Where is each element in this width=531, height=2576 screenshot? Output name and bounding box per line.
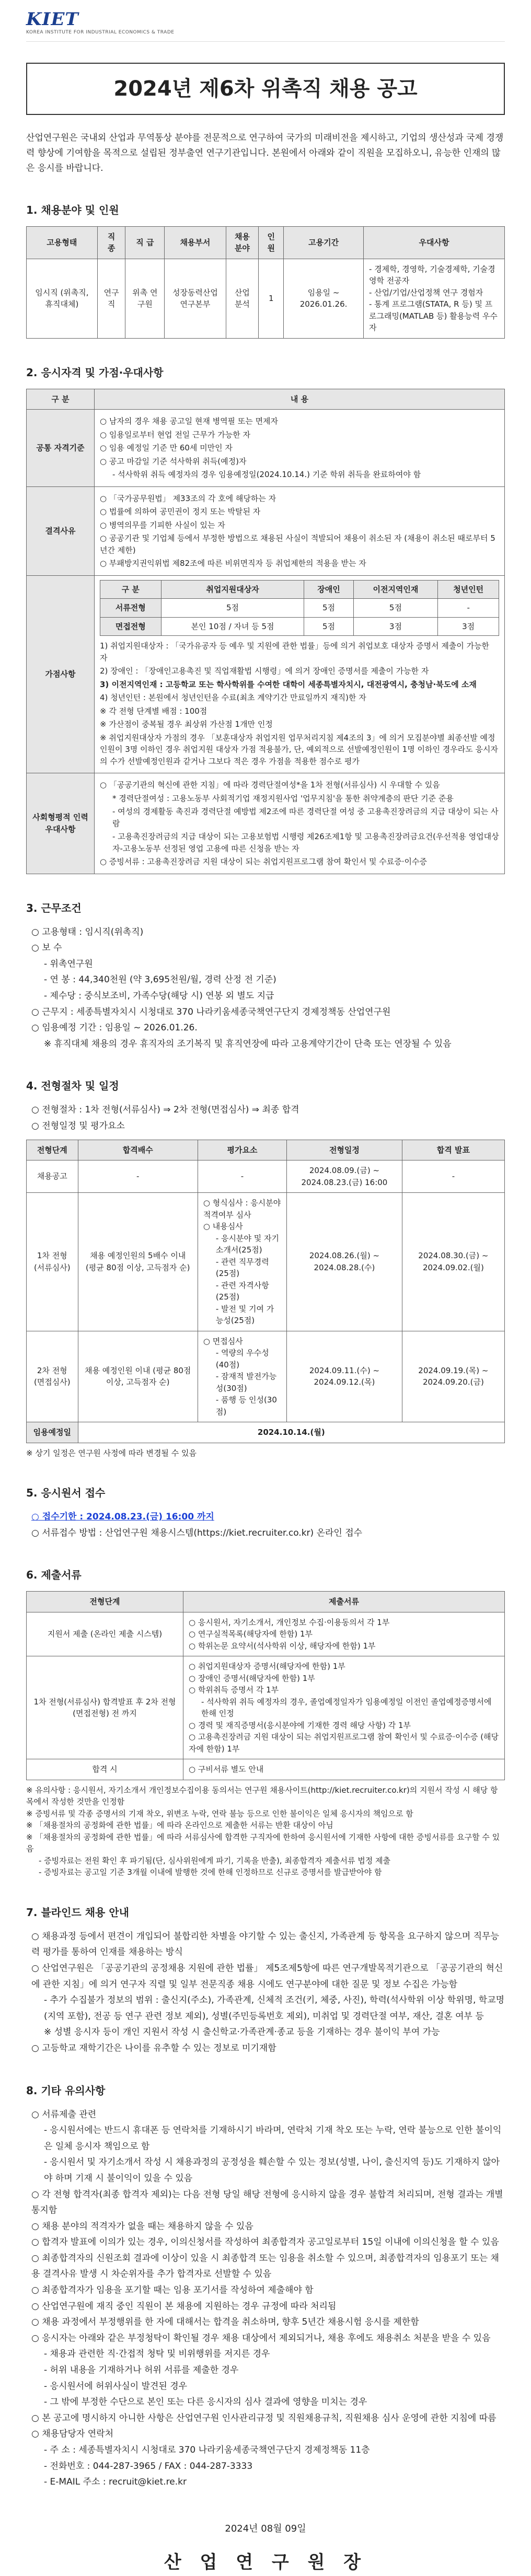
intro-text: 산업연구원은 국내외 산업과 무역통상 분야를 전문적으로 연구하여 국가의 미래비전을 제시하고, 기업의 생산성과 국제 경쟁력 향상에 기여함을 목적으로 설립된 정부출연 연구기관입니다. 본원에서 아래와 같이 직원을 모집하오니, 유능한 인재의 많은 응시를 바랍니다. [26, 133, 504, 173]
table-row [27, 1422, 505, 1443]
line: ○ 본 공고에 명시하지 아니한 사항은 산업연구원 인사관리규정 및 직원채용규칙, 직원채용 심사 운영에 관한 지침에 따름 [31, 2412, 497, 2423]
qualification-table [26, 389, 505, 874]
section-3-heading: 3. 근무조건 [26, 901, 82, 914]
list-item: ※ 취업지원대상자 가점의 경우 「보훈대상자 취업지원 업무처리지침 제4조의 3」에 의거 모집분야별 최종선발 예정인원이 3명 이하인 경우 취업지원 대상자 가점 적용불가, 단, 예외적으로 선발예정인원이 1명 이하인 경우라도 응시자의 수가 선발예정인원과 같거나 그보다 적은 경우 가점을 적용한 점수로 평가 [100, 733, 498, 766]
line: - 증빙자료는 전원 확인 후 파기됨(단, 심사위원에게 파기, 기록을 반출), 최종합격자 제출서류 법정 제출 [39, 1855, 391, 1865]
cell: 5점 [304, 617, 353, 636]
disqualifications [95, 486, 505, 575]
table-row [27, 486, 505, 575]
pref-line: - 통계 프로그램(STATA, R 등) 및 프로그래밍(MATLAB 등) 활용능력 우수자 [369, 299, 498, 333]
list-item: - 석사학위 취득 예정자의 경우 임용예정일(2024.10.14.) 기준 학위 취득을 완료하여야 함 [112, 470, 421, 480]
line: - 잠재적 발전가능성(30점) [215, 1372, 277, 1393]
list-item: ○ 공고 마감일 기준 석사학위 취득(예정)자 [100, 456, 247, 466]
notes [31, 2107, 505, 2490]
line: - 응시원서에 허위사실이 발견된 경우 [44, 2381, 188, 2392]
cell-prefs [364, 259, 505, 338]
table-row [100, 617, 499, 636]
line: - 관련 자격사항(25점) [215, 1280, 269, 1302]
table-row [27, 410, 505, 487]
cell: - [402, 1161, 504, 1193]
announcement-date: 2024년 08월 09일 [225, 2523, 306, 2534]
documents-table [26, 1591, 505, 1780]
line: - 역량의 우수성(40점) [215, 1348, 269, 1370]
line: ※ 「채용절차의 공정화에 관한 법률」에 따라 서류심사에 합격한 구직자에 한하여 응시원서에 기재한 사항에 대한 증빙서류를 요구할 수 있음 [26, 1832, 500, 1854]
line: ○ 채용 과정에서 부정행위를 한 자에 대해서는 합격을 취소하며, 향후 5년간 채용시험 응시를 제한함 [31, 2317, 419, 2328]
cell: 5점 [353, 599, 438, 618]
line: ○ 내용심사 [203, 1222, 243, 1232]
line: ○ 전형일정 및 평가요소 [31, 1121, 125, 1132]
col-header: 전형단계 [27, 1140, 78, 1161]
section-2-heading: 2. 응시자격 및 가점·우대사항 [26, 366, 164, 379]
table-row [27, 1759, 505, 1780]
bonus-table [100, 580, 499, 636]
col-header: 구 분 [100, 580, 161, 599]
header [26, 0, 505, 42]
col-header: 이전지역인재 [353, 580, 438, 599]
col-header: 채용부서 [165, 226, 226, 259]
cell-job: 연구직 [97, 259, 125, 338]
list-item: ※ 각 전형 단계별 배점 : 100점 [100, 706, 207, 716]
section-1-heading: 1. 채용분야 및 인원 [26, 203, 119, 216]
line: ○ 전형절차 : 1차 전형(서류심사) ⇒ 2차 전형(면접심사) ⇒ 최종 합격 [31, 1105, 299, 1116]
line: - 응시원서에는 반드시 휴대폰 등 연락처를 기재하시기 바라며, 연락처 기재 착오 또는 누락, 연락 불능으로 인한 불이익은 일체 응시자 책임으로 함 [44, 2125, 502, 2152]
line: ○ 응시원서, 자기소개서, 개인정보 수집·이용동의서 각 1부 [189, 1617, 390, 1627]
line: ○ 고용촉진장려금 지원 대상이 되는 취업지원프로그램 참여 확인서 및 수료증·이수증 (해당자에 한함) 1부 [189, 1732, 499, 1754]
cell-field: 산업분석 [226, 259, 259, 338]
col-header: 고용기간 [284, 226, 364, 259]
col-header: 전형단계 [27, 1592, 183, 1612]
line: - 응시분야 및 자기소개서(25점) [215, 1233, 280, 1255]
line: - 품행 등 인성(30점) [215, 1395, 277, 1417]
list-item: * 경력단절여성 : 고용노동부 사회적기업 재정지원사업 '업무지침'을 통한 취약계층의 판단 기준 준용 [112, 793, 454, 803]
line: - 관련 직무경력(25점) [215, 1257, 269, 1279]
list-item: - 여성의 경제활동 촉진과 경력단절 예방법 제2조에 따른 경력단절 여성 중 고용촉진장려금의 지급 대상이 되는 사람 [112, 807, 499, 828]
document-notes [26, 1784, 505, 1878]
list-item: ○ 병역의무를 기피한 사실이 있는 자 [100, 520, 225, 530]
row-label: 공통 자격기준 [27, 410, 95, 487]
pref-line: - 경제학, 경영학, 기술경제학, 기술경영학 전공자 [369, 264, 495, 286]
cell: 3점 [353, 617, 438, 636]
issuer-signature: 산 업 연 구 원 장 [164, 2551, 367, 2573]
bonus-points [95, 575, 505, 773]
line: - 응시원서 및 자기소개서 작성 시 채용과정의 공정성을 훼손할 수 있는 정보(성별, 나이, 출신지역 등)도 기재하지 않아야 하며 기재 시 불이익이 있을 수 있음 [44, 2157, 500, 2184]
list-item: 4) 청년인턴 : 본원에서 청년인턴을 수료(최초 계약기간 만료일까지 재직)한 자 [100, 693, 366, 703]
cell: 2024.08.09.(금) ~ 2024.08.23.(금) 16:00 [287, 1161, 402, 1193]
table-row [27, 773, 505, 874]
list-item: ○ 부패방지권익위법 제82조에 따른 비위면직자 등 취업제한의 적용을 받는 자 [100, 559, 366, 568]
col-header: 전형일정 [287, 1140, 402, 1161]
page-title: 2024년 제6차 위촉직 채용 공고 [26, 63, 505, 115]
line: ○ 산업연구원에 재직 중인 직원이 본 채용에 지원하는 경우 규정에 따라 처리됨 [31, 2301, 337, 2312]
table-row [27, 575, 505, 773]
line: ○ 최종합격자의 신원조회 결과에 이상이 있을 시 최종합격 또는 임용을 취소할 수 있으며, 최종합격자의 임용포기 또는 채용 결격사유 발생 시 차순위자를 추가 합격자로 선발할 수 있음 [31, 2253, 499, 2280]
line: ○ 면접심사 [203, 1336, 243, 1346]
schedule-table [26, 1140, 505, 1443]
line: ※ 휴직대체 채용의 경우 휴직자의 조기복직 및 휴직연장에 따라 고용계약기간이 단축 또는 연장될 수 있음 [44, 1038, 452, 1049]
col-header: 취업지원대상자 [161, 580, 304, 599]
list-item: ○ 「국가공무원법」 제33조의 각 호에 해당하는 자 [100, 493, 276, 503]
list-item: - 고용촉진장려금의 지급 대상이 되는 고용보험법 시행령 제26조제1항 및 고용촉진장려금요건(우선적용 영업대상자-고용노동부 선정된 영업 고용에 따른 신청을 받는 자 [112, 832, 499, 853]
cell: 2024.09.19.(목) ~ 2024.09.20.(금) [402, 1331, 504, 1422]
line: ※ 「채용절차의 공정화에 관한 법률」에 따라 온라인으로 제출한 서류는 반환 대상이 아님 [26, 1820, 333, 1830]
line: - 제수당 : 중식보조비, 가족수당(해당 시) 연봉 외 별도 지급 [44, 991, 274, 1002]
list-item: ○ 남자의 경우 채용 공고일 현재 병역필 또는 면제자 [100, 416, 279, 426]
row-label: 서류전형 [100, 599, 161, 618]
cell: - [198, 1161, 286, 1193]
list-item: ○ 임용일로부터 현업 전일 근무가 가능한 자 [100, 430, 251, 439]
line: ○ 서류제출 관련 [31, 2109, 97, 2120]
deadline: ○ 접수기한 : 2024.08.23.(금) 16:00 까지 [31, 1512, 214, 1523]
cell: 2024.09.11.(수) ~ 2024.09.12.(목) [287, 1331, 402, 1422]
cell-period: 임용일 ~ 2026.01.26. [284, 259, 364, 338]
row-label: 사회형평적 인력 우대사항 [27, 773, 95, 874]
cell: 합격 시 [27, 1759, 183, 1780]
line: ○ 경력 및 재직증명서(응시분야에 기재한 경력 해당 사항) 각 1부 [189, 1720, 411, 1730]
logo-mark: KIET [26, 9, 79, 30]
table-row [27, 1193, 505, 1331]
section-6-heading: 6. 제출서류 [26, 1569, 82, 1582]
start-date: 2024.10.14.(월) [78, 1422, 504, 1443]
row-label: 결격사유 [27, 486, 95, 575]
cell: 1차 전형(서류심사) 합격발표 후 2차 전형(면접전형) 전 까지 [27, 1656, 183, 1759]
col-header: 고용형태 [27, 226, 98, 259]
line: - 전화번호 : 044-287-3965 / FAX : 044-287-3333 [44, 2461, 253, 2471]
cell: ○ 구비서류 별도 안내 [183, 1759, 505, 1780]
list-item: ○ 공공기관 및 기업체 등에서 부정한 방법으로 채용된 사실이 적발되어 채용이 취소된 자 (채용이 취소된 때로부터 5년간 제한) [100, 533, 495, 555]
line: - 연 봉 : 44,340천원 (약 3,695천원/월, 경력 산정 전 기준) [44, 974, 276, 985]
cell: 본인 10점 / 자녀 등 5점 [161, 617, 304, 636]
cell: 5점 [161, 599, 304, 618]
list-item: 1) 취업지원대상자 : 「국가유공자 등 예우 및 지원에 관한 법률」등에 의거 취업보호 대상자 증명서 제출이 가능한 자 [100, 641, 490, 663]
col-header: 직 급 [125, 226, 165, 259]
application [31, 1509, 505, 1541]
col-header: 직 종 [97, 226, 125, 259]
line: ※ 성별 응시자 등이 개인 지원서 작성 시 출신학교·가족관계·종교 등을 기재하는 경우 불이익 부여 가능 [44, 2027, 440, 2038]
line: ○ 근무지 : 세종특별자치시 시청대로 370 나라키움세종국책연구단지 경제정책동 산업연구원 [31, 1006, 391, 1017]
cell: 2024.08.30.(금) ~ 2024.09.02.(월) [402, 1193, 504, 1331]
cell: - [78, 1161, 198, 1193]
submission-method[interactable]: ○ 서류접수 방법 : 산업연구원 채용시스템(https://kiet.recruiter.co.kr) 온라인 접수 [31, 1527, 363, 1538]
list-item: ※ 가산점이 중복될 경우 최상위 가산점 1개만 인정 [100, 720, 273, 729]
section-4-heading: 4. 전형절차 및 일정 [26, 1080, 119, 1093]
line: ※ 유의사항 : 응시원서, 자기소개서 개인정보수집이용 동의서는 연구원 채용사이트(http://kiet.recruiter.co.kr)의 지원서 작성 시 해당 항목에서 작성한 것만을 인정함 [26, 1785, 498, 1807]
cell [198, 1331, 286, 1422]
line: - 증빙자료는 공고일 기준 3개월 이내에 발행한 것에 한해 인정하므로 신규로 증명서를 발급받아야 함 [39, 1867, 382, 1877]
list-item: ○ 법률에 의하여 공민권이 정지 또는 박탈된 자 [100, 507, 261, 517]
table-row [27, 1161, 505, 1193]
col-header: 제출서류 [183, 1592, 505, 1612]
line: - 추가 수집불가 정보의 범위 : 출신지(주소), 가족관계, 신체적 조건(키, 체중, 사진), 학력(석사학위 이상 학위명, 학교명(지역 포함), 전공 등 연구 관련 정보 제외), 성별(주민등록번호 제외), 미취업 및 경력단절 여부, 재산, 결혼 여부 등 [44, 1995, 505, 2022]
table-row [27, 1331, 505, 1422]
common-criteria [95, 410, 505, 487]
line: ○ 장애인 증명서(해당자에 한함) 1부 [189, 1673, 315, 1683]
line: - 위촉연구원 [44, 958, 93, 969]
table-row [100, 599, 499, 618]
cell: 채용공고 [27, 1161, 78, 1193]
section-7-heading: 7. 블라인드 채용 안내 [26, 1906, 129, 1919]
list-item: ○ 임용 예정일 기준 만 60세 미만인 자 [100, 443, 233, 453]
section-8-heading: 8. 기타 유의사항 [26, 2084, 106, 2097]
line: - 석사학위 취득 예정자의 경우, 졸업예정일자가 임용예정일 이전인 졸업예정증명서에 한해 인정 [201, 1697, 492, 1719]
cell: 채용 예정인원 이내 (평균 80점 이상, 고득점자 순) [78, 1331, 198, 1422]
cell: 지원서 제출 (온라인 제출 시스템) [27, 1612, 183, 1656]
contact-email[interactable]: - E-MAIL 주소 : recruit@kiet.re.kr [44, 2477, 187, 2488]
cell [183, 1656, 505, 1759]
cell: 5점 [304, 599, 353, 618]
row-label: 가점사항 [27, 575, 95, 773]
line: - 그 밖에 부정한 수단으로 본인 또는 다른 응시자의 심사 결과에 영향을 미치는 경우 [44, 2397, 367, 2408]
cell-dept: 성장동력산업연구본부 [165, 259, 226, 338]
line: ○ 최종합격자가 임용을 포기할 때는 임용 포기서를 작성하여 제출해야 함 [31, 2285, 314, 2296]
col-header: 장애인 [304, 580, 353, 599]
list-item: 3) 이전지역인재 : 고등학교 또는 학사학위를 수여한 대학이 세종특별자치시, 대전광역시, 충청남·북도에 소재 [100, 679, 477, 689]
line: ○ 보 수 [31, 943, 62, 954]
col-header: 합격배수 [78, 1140, 198, 1161]
col-header: 인 원 [259, 226, 284, 259]
social-preferences [95, 773, 505, 874]
col-header: 채용분야 [226, 226, 259, 259]
logo-subtitle: KOREA INSTITUTE FOR INDUSTRIAL ECONOMICS & TRADE [26, 30, 175, 35]
list-item: ○ 증빙서류 : 고용촉진장려금 지원 대상이 되는 취업지원프로그램 참여 확인서 및 수료증·이수증 [100, 857, 427, 867]
table-row [27, 1612, 505, 1656]
section-5-heading: 5. 응시원서 접수 [26, 1487, 106, 1500]
line: ○ 고등학교 재학기간은 나이를 유추할 수 있는 정보로 미기재함 [31, 2043, 276, 2053]
cell-grade: 위촉 연구원 [125, 259, 165, 338]
line: ※ 증빙서류 및 각종 증명서의 기재 착오, 위변조 누락, 연락 불능 등으로 인한 불이익은 일체 응시자의 책임으로 함 [26, 1808, 413, 1818]
col-header: 우대사항 [364, 226, 505, 259]
line: ○ 학위논문 요약서(석사학위 이상, 해당자에 한함) 1부 [189, 1641, 376, 1651]
cell: 1차 전형 (서류심사) [27, 1193, 78, 1331]
line: ○ 임용예정 기간 : 임용일 ~ 2026.01.26. [31, 1023, 198, 1034]
schedule-note: ※ 상기 일정은 연구원 사정에 따라 변경될 수 있음 [26, 1448, 197, 1458]
cell: - [438, 599, 499, 618]
line: ○ 연구실적목록(해당자에 한함) 1부 [189, 1629, 313, 1639]
line: - 채용과 관련한 직·간접적 청탁 및 비위행위를 저지른 경우 [44, 2349, 270, 2360]
line: - 주 소 : 세종특별자치시 시청대로 370 나라키움세종국책연구단지 경제정책동 11층 [44, 2445, 370, 2456]
line: ○ 채용담당자 연락처 [31, 2429, 114, 2440]
line: ○ 각 전형 합격자(최종 합격자 제외)는 다음 전형 당일 해당 전형에 응시하지 않을 경우 불합격 처리되며, 전형 결과는 개별 통지함 [31, 2189, 503, 2216]
line: ○ 고용형태 : 임시직(위촉직) [31, 926, 144, 937]
line: ○ 학위취득 증명서 각 1부 [189, 1685, 279, 1695]
row-label: 임용예정일 [27, 1422, 78, 1443]
cell: 2024.08.26.(월) ~ 2024.08.28.(수) [287, 1193, 402, 1331]
recruit-table [26, 226, 505, 339]
col-header: 평가요소 [198, 1140, 286, 1161]
line: ○ 형식심사 : 응시분야 적격여부 심사 [203, 1198, 281, 1220]
table-row [27, 259, 505, 338]
cell: 2차 전형 (면접심사) [27, 1331, 78, 1422]
cell [198, 1193, 286, 1331]
col-header: 내 용 [95, 389, 505, 410]
work-conditions [31, 924, 505, 1052]
list-item: 2) 장애인 : 「장애인고용촉진 및 직업재활법 시행령」에 의거 장애인 증명서를 제출이 가능한 자 [100, 666, 429, 676]
col-header: 합격 발표 [402, 1140, 504, 1161]
cell [183, 1612, 505, 1656]
table-row [27, 1656, 505, 1759]
pref-line: - 산업/기업/산업정책 연구 경험자 [369, 287, 483, 297]
row-label: 면접전형 [100, 617, 161, 636]
line: ○ 채용 분야의 적격자가 없을 때는 채용하지 않을 수 있음 [31, 2221, 253, 2232]
col-header: 구 분 [27, 389, 95, 410]
line: - 허위 내용을 기재하거나 허위 서류를 제출한 경우 [44, 2365, 239, 2376]
line: ○ 채용과정 등에서 편견이 개입되어 불합리한 차별을 야기할 수 있는 출신지, 가족관계 등 항목을 요구하지 않으며 직무능력 평가를 통하여 인재를 채용하는 방식 [31, 1931, 499, 1958]
line: - 발전 및 기여 가능성(25점) [215, 1304, 274, 1326]
line: ○ 응시자는 아래와 같은 부정청탁이 확인될 경우 채용 대상에서 제외되거나, 채용 후에도 채용취소 처분을 받을 수 있음 [31, 2333, 491, 2343]
list-item: ○ 「공공기관의 혁신에 관한 지침」에 따라 경력단절여성*을 1차 전형(서류심사) 시 우대할 수 있음 [100, 780, 440, 790]
line: ○ 취업지원대상자 증명서(해당자에 한함) 1부 [189, 1662, 345, 1672]
cell: 채용 예정인원의 5배수 이내 (평균 80점 이상, 고득점자 순) [78, 1193, 198, 1331]
cell-type: 임시직 (위촉직, 휴직대체) [27, 259, 98, 338]
cell: 3점 [438, 617, 499, 636]
line: ○ 합격자 발표에 이의가 있는 경우, 이의신청서를 작성하여 최종합격자 공고일로부터 15일 이내에 이의신청을 할 수 있음 [31, 2237, 499, 2248]
col-header: 청년인턴 [438, 580, 499, 599]
process-intro [31, 1102, 505, 1134]
cell-count: 1 [259, 259, 284, 338]
line: ○ 산업연구원은 「공공기관의 공정채용 지원에 관한 법률」 제5조제5항에 따른 연구개발목적기관으로 「공공기관의 혁신에 관한 지침」에 의거 연구자 직렬 및 일부 전문직종 채용 시에도 연구분야에 대한 질문 및 정보 수집은 가능함 [31, 1963, 503, 1990]
blind-recruitment [31, 1929, 505, 2057]
logo[interactable] [26, 10, 174, 37]
